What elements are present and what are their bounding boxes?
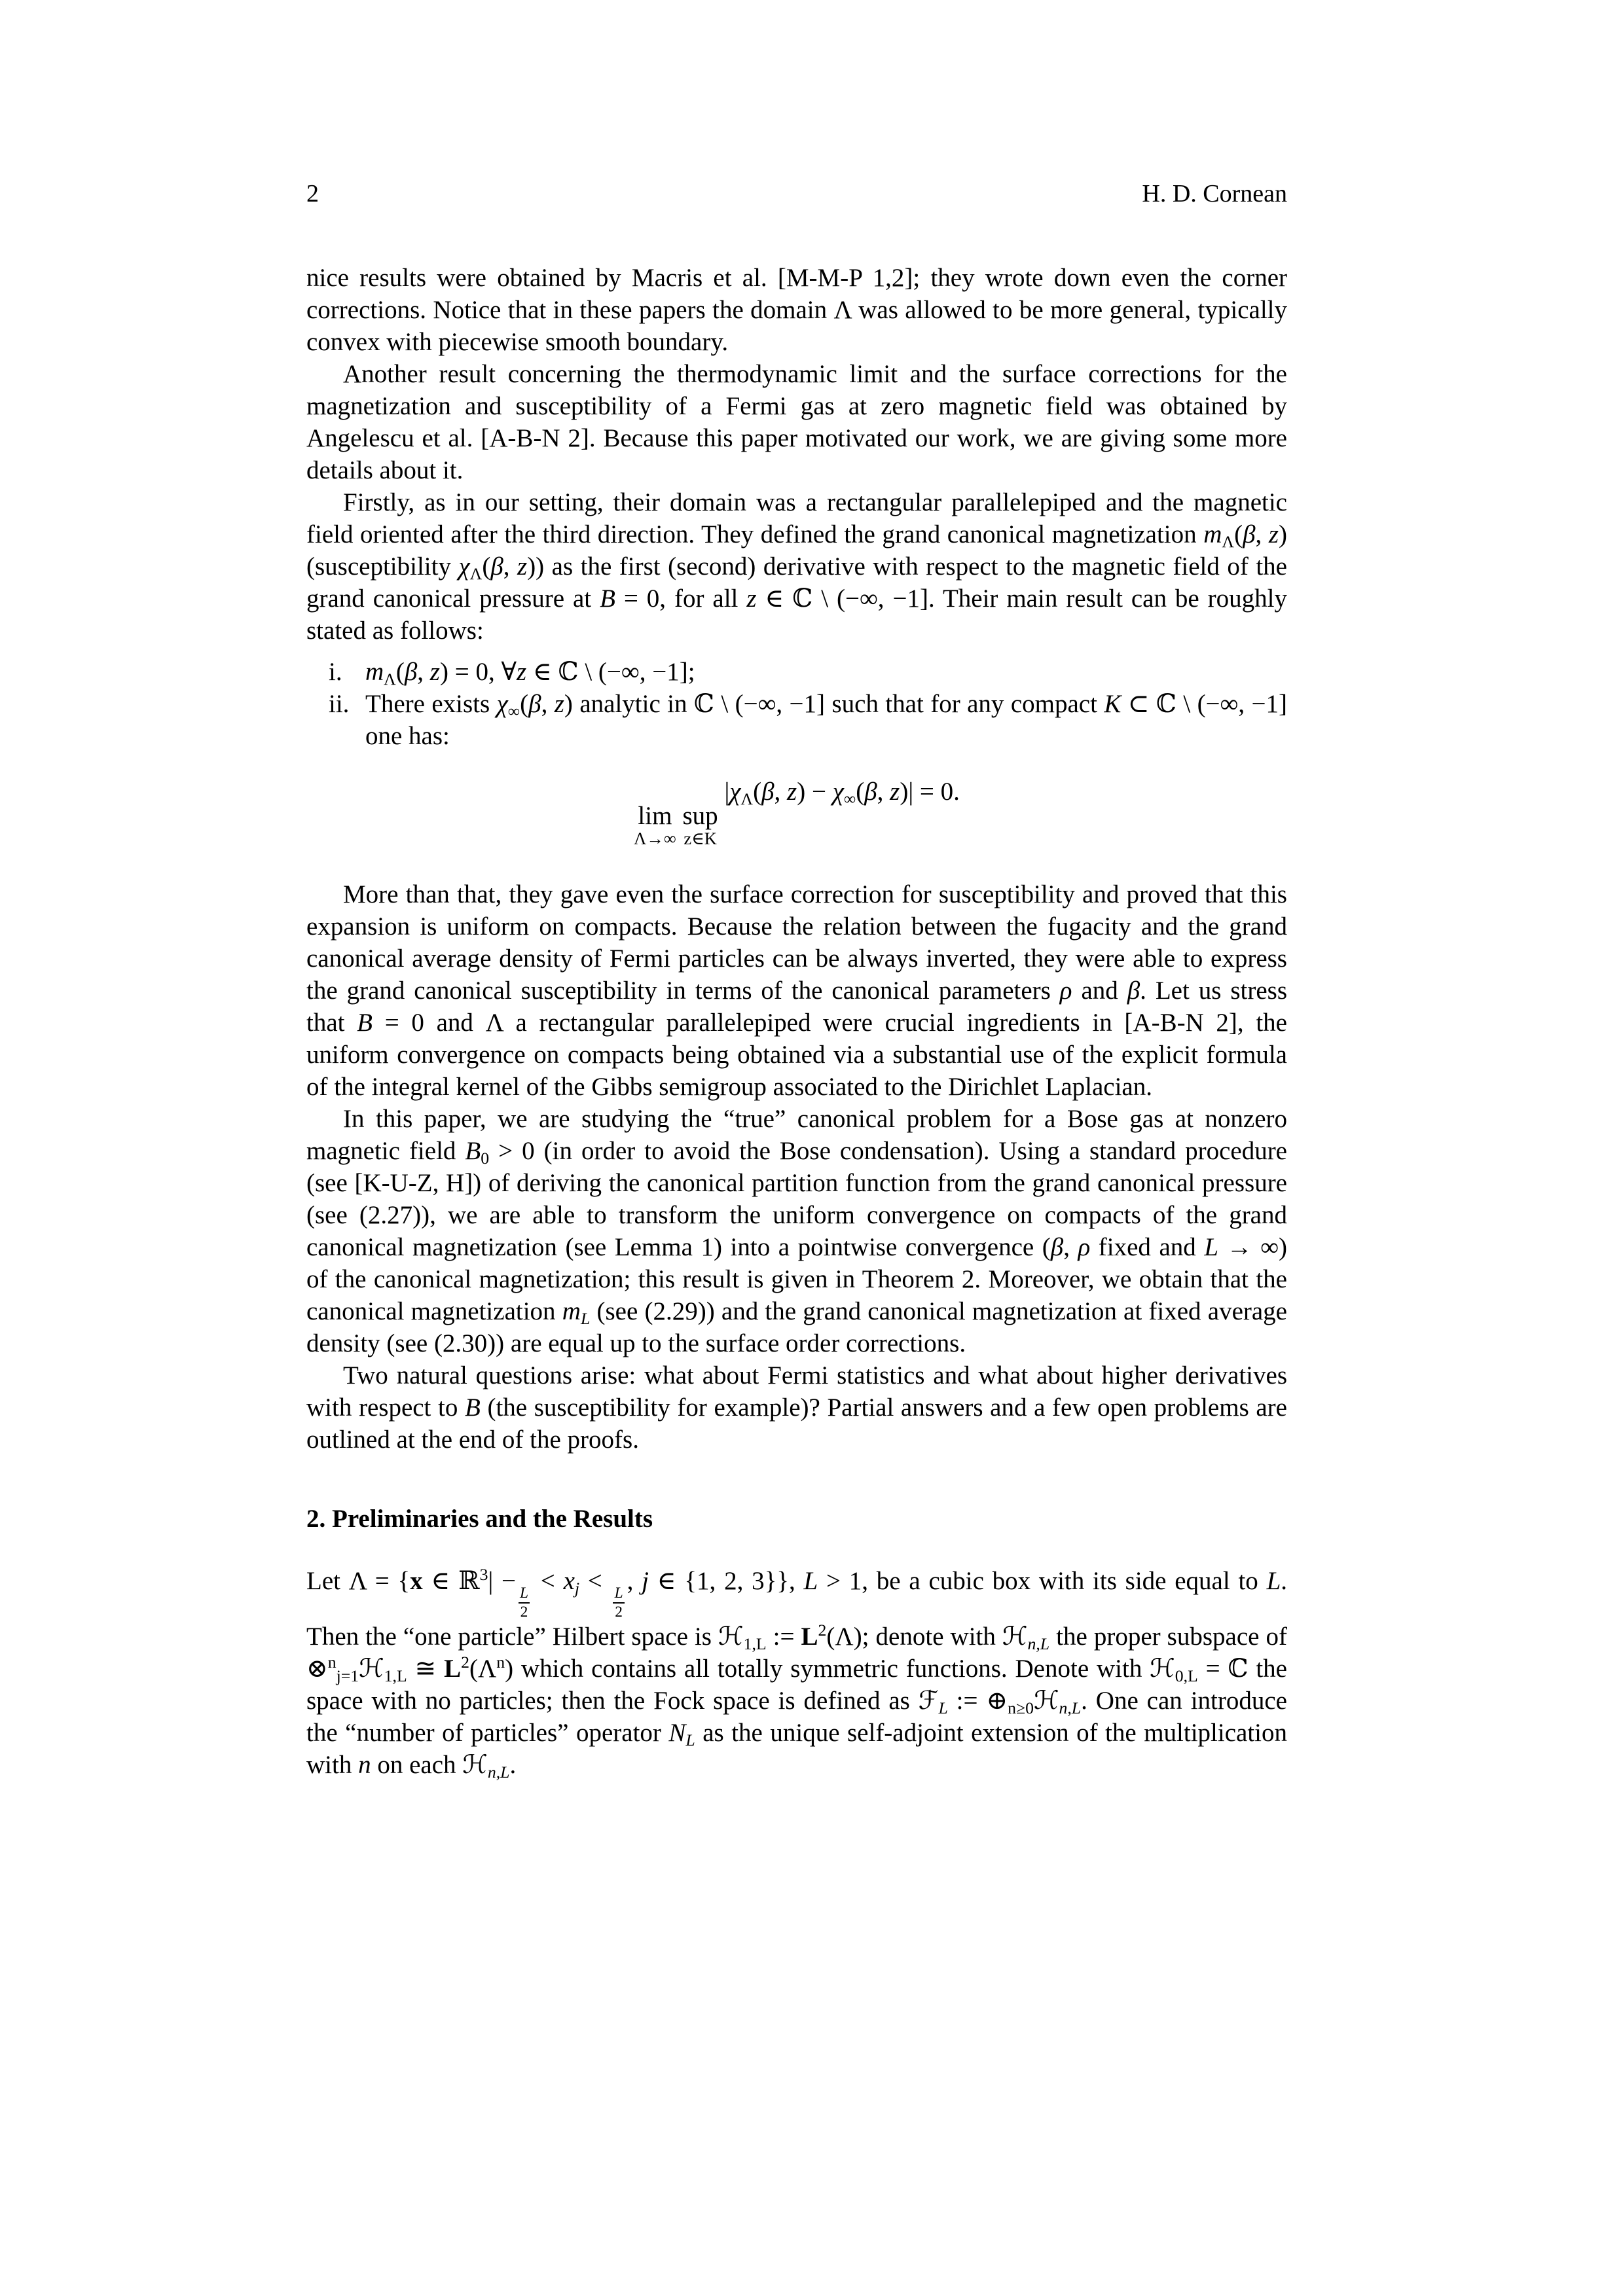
display-equation: lim Λ→∞ sup z∈K $|\chi_\Lambda(\beta$, $z) - \chi_\infty(\beta$, z)| = 0. (634, 778, 960, 848)
list-item (306, 656, 1287, 688)
page-header (306, 178, 1287, 209)
list-item-text: There exists $\chi_\infty(\beta$, z) analytic in ℂ \ (−∞, −1] such that for any compact K ⊂ ℂ \ (−∞, −1] one has: (365, 690, 1287, 750)
paragraph: More than that, they gave even the surface correction for susceptibility and proved that this expansion is uniform on compacts. Because the relation between the fugacity and the grand canonical average density of Fermi particles can be always inverted, they were able to express the grand canonical susceptibility in terms of the canonical parameters ρ and β. Let us stress that B = 0 and Λ a rectangular parallelepiped were crucial ingredients in [A-B-N 2], the uniform convergence on compacts being obtained via a substantial use of the explicit formula of the integral kernel of the Gibbs semigroup associated to the Dirichlet Laplacian. (306, 880, 1288, 1101)
running-author: H. D. Cornean (1142, 180, 1287, 207)
text-column (306, 178, 1287, 1781)
paragraph: In this paper, we are studying the “true” canonical problem for a Bose gas at nonzero magnetic field $B_0 > 0$ (in order to avoid the Bose condensation). Using a standard procedure (see [K-U-Z, H]) of deriving the canonical partition function from the grand canonical pressure (see (2.27)), we are able to transform the uniform convergence on compacts of the grand canonical magnetization (see Lemma 1) into a pointwise convergence (β, ρ fixed and L → ∞) of the canonical magnetization; this result is given in Theorem 2. Moreover, we obtain that the canonical magnetization $m_L$ (see (2.29)) and the grand canonical magnetization at fixed average density (see (2.30)) are equal up to the surface order corrections. (306, 1104, 1287, 1357)
list-item-text: $m_\Lambda(\beta$, z) = 0, ∀z ∈ ℂ \ (−∞, −1]; (365, 658, 695, 689)
paragraph: Let Λ = {x ∈ ℝ$^3$| − $\frac{L}{2}$ < $x_j$ < $\frac{L}{2}$ , j ∈ {1, 2, 3}}, L > 1, be a cubic box with its side equal to L. Then the “one particle” Hilbert space is ℋ$_{1,L}$ := $L^2(\Lambda)$; denote with ℋ$_{n,L}$ the proper subspace of ⊗$^n_{j=1}$ℋ$_{1,L}$ ≅ $L^2(\Lambda^n)$ which contains all totally symmetric functions. Denote with ℋ$_{0,L}$ = ℂ the space with no particles; then the Fock space is defined as ℱ$_L$ := $\oplus_{n\ge 0}ℋ_{n,L}$. One can introduce the “number of particles” operator $N_L$ as the unique self-adjoint extension of the multiplication with n on each ℋ$_{n,L}$. (306, 1564, 1288, 1782)
result-list (306, 656, 1287, 752)
section-heading: 2. Preliminaries and the Results (306, 1504, 653, 1533)
paragraph: nice results were obtained by Macris et al. [M-M-P 1,2]; they wrote down even the corner corrections. Notice that in these papers the domain Λ was allowed to be more general, typically convex with piecewise smooth boundary. (306, 264, 1287, 356)
list-item-label: i. (329, 658, 342, 686)
list-item (306, 688, 1287, 752)
page-number: 2 (306, 180, 319, 207)
paragraph: Firstly, as in our setting, their domain was a rectangular parallelepiped and the magnetic field oriented after the third direction. They defined the grand canonical magnetization $m_\Lambda(\beta$, z) (susceptibility $\chi_\Lambda(\beta$, z)) as the first (second) derivative with respect to the magnetic field of the grand canonical pressure at B = 0, for all z ∈ ℂ \ (−∞, −1]. Their main result can be roughly stated as follows: (306, 488, 1287, 645)
paragraph: Another result concerning the thermodynamic limit and the surface corrections for the magnetization and susceptibility of a Fermi gas at zero magnetic field was obtained by Angelescu et al. [A-B-N 2]. Because this paper motivated our work, we are giving some more details about it. (306, 360, 1287, 484)
list-item-label: ii. (329, 690, 350, 718)
paragraph: Two natural questions arise: what about Fermi statistics and what about higher derivatives with respect to B (the susceptibility for example)? Partial answers and a few open problems are outlined at the end of the proofs. (306, 1361, 1287, 1454)
